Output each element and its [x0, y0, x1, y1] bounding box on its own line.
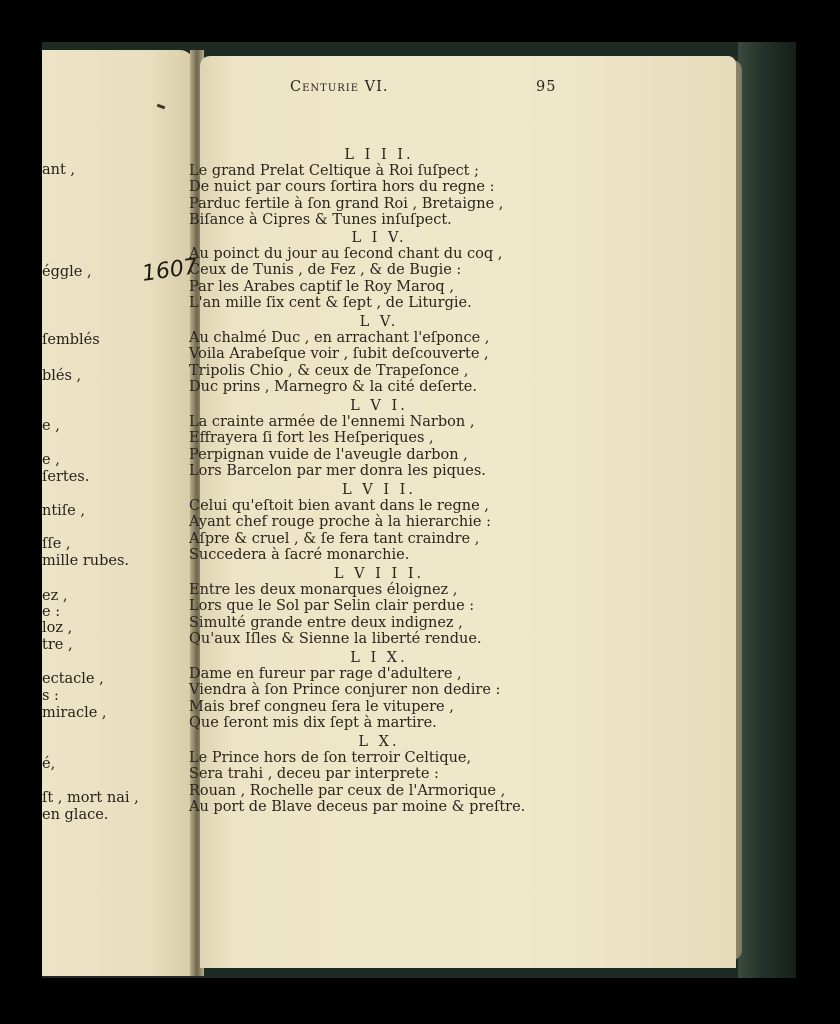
verse-line: De nuict par cours ſortira hors du regne : [189, 179, 495, 196]
left-fragment: ectacle , [42, 671, 104, 687]
verse-line: Dame en fureur par rage d'adultere , [189, 666, 462, 682]
verse-line: Succedera à ſacré monarchie. [189, 547, 410, 564]
left-fragment: ſertes. [42, 469, 90, 485]
verse-line: Entre les deux monarques éloignez , [189, 582, 458, 598]
verse-line: Voila Arabeſque voir , ſubit deſcouverte , [189, 346, 489, 363]
left-fragment: en glace. [42, 807, 109, 823]
left-fragment: loz , [42, 620, 73, 636]
quatrain [189, 566, 569, 648]
quatrain-numeral: L V I I I. [333, 566, 425, 582]
verse-line: Au port de Blave deceus par moine & preſtre. [189, 799, 526, 816]
left-fragment: e , [42, 452, 60, 468]
verse-line: Au poinct du jour au ſecond chant du coq , [189, 246, 503, 262]
quatrain [189, 230, 569, 312]
verse-line: Lors Barcelon par mer donra les piques. [189, 463, 486, 480]
verse-line: Perpignan vuide de l'aveugle darbon , [189, 446, 468, 463]
verse-line: Aſpre & cruel , & ſe fera tant craindre , [189, 530, 480, 547]
verse-line: Par les Arabes captif le Roy Maroq , [189, 278, 454, 295]
verse-line: Ceux de Tunis , de Fez , & de Bugie : [189, 262, 462, 279]
verse-line: Effrayera ſi fort les Heſperiques , [189, 430, 434, 447]
quatrain-numeral: L X. [358, 734, 400, 750]
verse-line: Qu'aux Iſles & Sienne la liberté rendue. [189, 631, 482, 648]
quatrain-numeral: L I I I. [344, 147, 414, 163]
quatrain-numeral: L V. [359, 314, 399, 330]
running-head: Centurie VI. [290, 79, 389, 95]
verse-line: Mais bref congneu ſera le vitupere , [189, 698, 454, 715]
verse-line: Parduc fertile à ſon grand Roi , Bretaigne , [189, 195, 504, 212]
verse-line: Tripolis Chio , & ceux de Trapeſonce , [189, 362, 469, 379]
verse-line: La crainte armée de l'ennemi Narbon , [189, 414, 475, 430]
verse-line: Que ſeront mis dix ſept à martire. [189, 715, 437, 732]
verse-line: Le grand Prelat Celtique à Roi ſuſpect ; [189, 163, 480, 179]
left-fragment: ſſe , [42, 536, 71, 552]
quatrain [189, 482, 569, 564]
left-fragment: e , [42, 418, 60, 434]
verse-line: Le Prince hors de ſon terroir Celtique, [189, 750, 472, 766]
left-fragment: ez , [42, 588, 68, 604]
left-fragment: ntiſe , [42, 503, 85, 519]
left-fragment: ant , [42, 162, 76, 178]
verse-line: Simulté grande entre deux indignez , [189, 614, 463, 631]
book-cover-edge [738, 42, 796, 978]
left-fragment: mille rubes. [42, 553, 130, 569]
left-fragment: éggle , [42, 264, 92, 280]
left-fragment: é, [42, 756, 56, 772]
verse-line: Viendra à ſon Prince conjurer non dedire : [189, 682, 501, 699]
verse-line: L'an mille ſix cent & ſept , de Liturgie. [189, 295, 472, 312]
left-fragment: ſt , mort nai , [42, 790, 139, 806]
verse-line: Celui qu'eſtoit bien avant dans le regne , [189, 498, 489, 514]
quatrain-numeral: L I V. [351, 230, 407, 246]
left-fragment: e : [42, 604, 61, 620]
quatrain [189, 398, 569, 480]
quatrain [189, 734, 569, 816]
page-number: 95 [536, 79, 557, 95]
verse-line: Sera trahi , deceu par interprete : [189, 766, 439, 783]
left-fragment: tre , [42, 637, 73, 653]
verse-line: Duc prins , Marnegro & la cité deſerte. [189, 379, 477, 396]
verse-line: Biſance à Cipres & Tunes inſuſpect. [189, 212, 452, 229]
left-fragment: ſemblés [42, 332, 100, 348]
verse-line: Ayant chef rouge proche à la hierarchie : [189, 514, 491, 531]
left-fragment: blés , [42, 368, 82, 384]
left-fragment: s : [42, 688, 59, 704]
verse-line: Lors que le Sol par Selin clair perdue : [189, 598, 475, 615]
quatrain [189, 314, 569, 396]
quatrain [189, 147, 569, 229]
handwritten-annotation: 1607 [140, 254, 200, 287]
ink-mark [157, 104, 166, 110]
verse-line: Rouan , Rochelle par ceux de l'Armorique , [189, 782, 506, 799]
left-fragment: miracle , [42, 705, 107, 721]
verse-line: Au chalmé Duc , en arrachant l'eſponce , [189, 330, 490, 346]
quatrain-numeral: L I X. [350, 650, 408, 666]
quatrain [189, 650, 569, 732]
quatrain-numeral: L V I. [350, 398, 408, 414]
quatrain-numeral: L V I I. [342, 482, 416, 498]
